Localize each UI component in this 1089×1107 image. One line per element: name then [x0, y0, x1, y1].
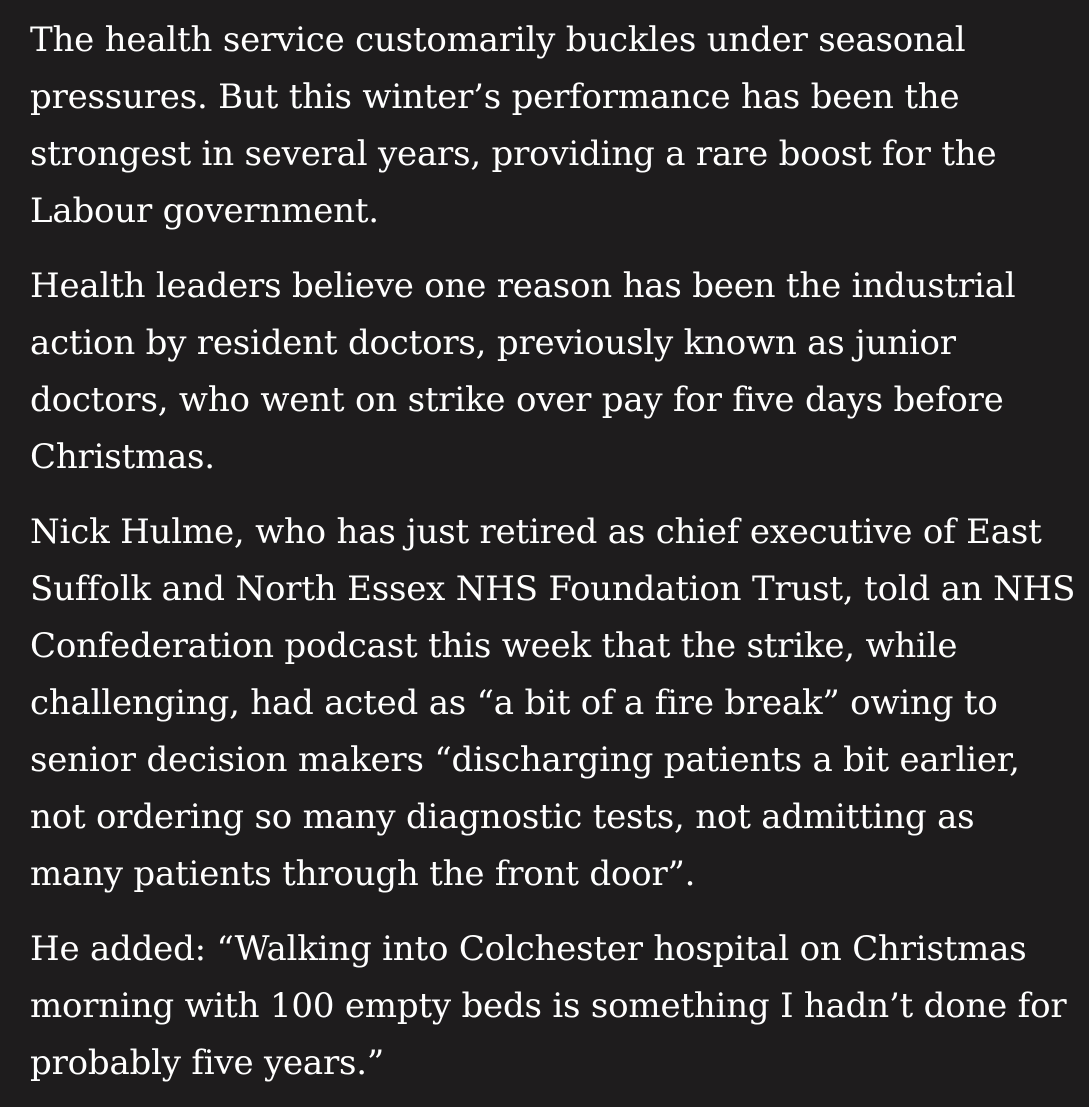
article-paragraph-4: He added: “Walking into Colchester hospital on Christmas morning with 100 empty beds is something I hadn’t done for probably five years.”: [30, 929, 1067, 1083]
article-body: [30, 12, 1080, 1092]
article-paragraph-2: Health leaders believe one reason has been the industrial action by resident doctors, previously known as junior doctors, who went on strike over pay for five days before Christmas.: [30, 266, 1016, 477]
article-paragraph-3: Nick Hulme, who has just retired as chief executive of East Suffolk and North Essex NHS Foundation Trust, told an NHS Confederation podcast this week that the strike, while challenging, had acted as “a bit of a fire break” owing to senior decision makers “discharging patients a bit earlier, not ordering so many diagnostic tests, not admitting as many patients through the front door”.: [30, 512, 1076, 894]
article-paragraph-1: The health service customarily buckles under seasonal pressures. But this winter’s performance has been the strongest in several years, providing a rare boost for the Labour government.: [30, 20, 997, 231]
